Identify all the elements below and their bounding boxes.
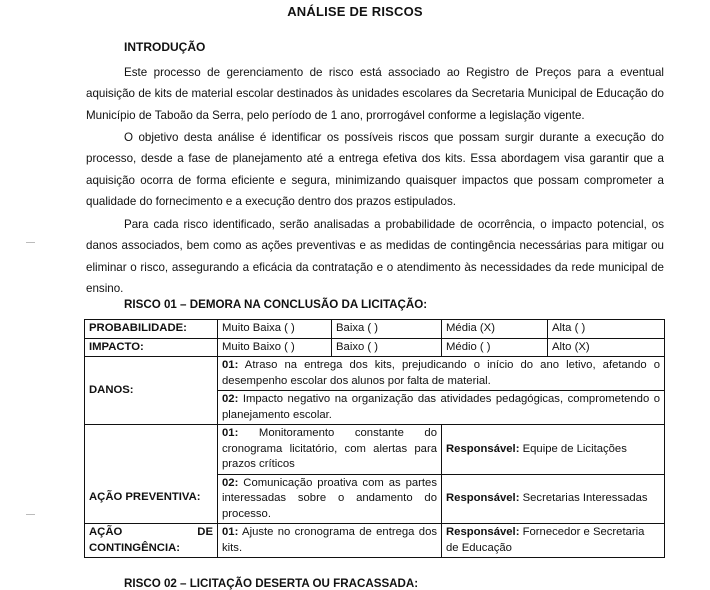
danos-label: DANOS: xyxy=(85,357,218,425)
acao-contingencia-label xyxy=(85,524,218,558)
acao-number: 01: xyxy=(222,526,239,538)
impacto-row xyxy=(85,338,665,357)
margin-mark xyxy=(26,242,35,243)
intro-paragraph-1-text: Este processo de gerenciamento de risco está associado ao Registro de Preços para a eventual aquisição de kits de material escolar destinados às unidades escolares da Secretaria Municipal de Educação do Município de Taboão da Serra, pelo período de 1 ano, prorrogável conforme a legislação vigente. xyxy=(86,66,664,122)
probabilidade-option: Média (X) xyxy=(442,320,548,339)
responsavel-label: Responsável: xyxy=(446,492,520,504)
intro-paragraph-2 xyxy=(86,127,664,213)
dano-number: 01: xyxy=(222,359,239,371)
acao-text: Monitoramento constante do cronograma licitatório, com alertas para prazos críticos xyxy=(222,427,437,470)
margin-mark xyxy=(26,514,35,515)
impacto-option: Médio ( ) xyxy=(442,338,548,357)
responsavel-label: Responsável: xyxy=(446,442,520,455)
dano-number: 02: xyxy=(222,393,239,405)
impacto-option: Baixo ( ) xyxy=(332,338,442,357)
acao-text: Comunicação proativa com as partes interessadas sobre o andamento do processo. xyxy=(222,476,437,520)
intro-heading: INTRODUÇÃO xyxy=(124,40,206,54)
acao-number: 01: xyxy=(222,427,239,439)
risk-01-heading: RISCO 01 – DEMORA NA CONCLUSÃO DA LICITAÇÃO: xyxy=(124,298,428,311)
document-title: ANÁLISE DE RISCOS xyxy=(287,4,423,19)
responsavel-value: Equipe de Licitações xyxy=(522,442,627,455)
intro-paragraph-2-text: O objetivo desta análise é identificar os possíveis riscos que possam surgir durante a execução do processo, desde a fase de planejamento até a entrega efetiva dos kits. Essa abordagem visa garantir que a aquisição ocorra de forma eficiente e segura, minimizando quaisquer impactos que possam comprometer a qualidade do fornecimento e a execução dentro dos prazos estipulados. xyxy=(86,131,664,209)
responsavel-cell xyxy=(442,474,665,524)
probabilidade-option: Alta ( ) xyxy=(548,320,665,339)
acao-number: 02: xyxy=(222,476,239,489)
probabilidade-row xyxy=(85,320,665,339)
acao-contingencia-label-word: AÇÃO xyxy=(89,526,123,538)
dano-item xyxy=(218,391,665,425)
probabilidade-label: PROBABILIDADE: xyxy=(85,320,218,339)
risk-01-table xyxy=(84,319,665,558)
acao-preventiva-row xyxy=(85,425,665,475)
acao-contingencia-label-word: DE xyxy=(197,526,213,538)
responsavel-label: Responsável: xyxy=(446,526,520,538)
responsavel-cell xyxy=(442,425,665,475)
risk-02-heading: RISCO 02 – LICITAÇÃO DESERTA OU FRACASSADA: xyxy=(124,577,419,590)
intro-paragraph-3-text: Para cada risco identificado, serão analisadas a probabilidade de ocorrência, o impacto potencial, os danos associados, bem como as ações preventivas e as medidas de contingência necessárias para mitigar ou eliminar o risco, assegurando a eficácia da contratação e o atendimento às necessidades da rede municipal de ensino. xyxy=(86,218,664,296)
probabilidade-option: Muito Baixa ( ) xyxy=(218,320,332,339)
acao-contingencia-label-line1 xyxy=(89,525,213,541)
dano-text: Impacto negativo na organização das atividades pedagógicas, comprometendo o planejamento escolar. xyxy=(222,393,660,421)
responsavel-cell xyxy=(442,524,665,558)
acao-preventiva-label: AÇÃO PREVENTIVA: xyxy=(85,425,218,524)
dano-item xyxy=(218,357,665,391)
responsavel-value: Secretarias Interessadas xyxy=(522,492,648,504)
acao-contingencia-row xyxy=(85,524,665,558)
dano-text: Atraso na entrega dos kits, prejudicando o início do ano letivo, afetando o desempenho escolar dos alunos por falta de material. xyxy=(222,359,660,387)
acao-contingencia-item xyxy=(218,524,442,558)
impacto-option: Alto (X) xyxy=(548,338,665,357)
danos-row xyxy=(85,357,665,391)
intro-paragraph-1 xyxy=(86,62,664,126)
impacto-option: Muito Baixo ( ) xyxy=(218,338,332,357)
acao-preventiva-item xyxy=(218,474,442,524)
acao-contingencia-label-line2: CONTINGÊNCIA: xyxy=(89,541,180,554)
impacto-label: IMPACTO: xyxy=(85,338,218,357)
intro-paragraph-3 xyxy=(86,214,664,300)
probabilidade-option: Baixa ( ) xyxy=(332,320,442,339)
acao-text: Ajuste no cronograma de entrega dos kits. xyxy=(222,526,437,554)
acao-preventiva-item xyxy=(218,425,442,475)
responsavel-value: Fornecedor e Secretaria de Educação xyxy=(446,526,645,554)
